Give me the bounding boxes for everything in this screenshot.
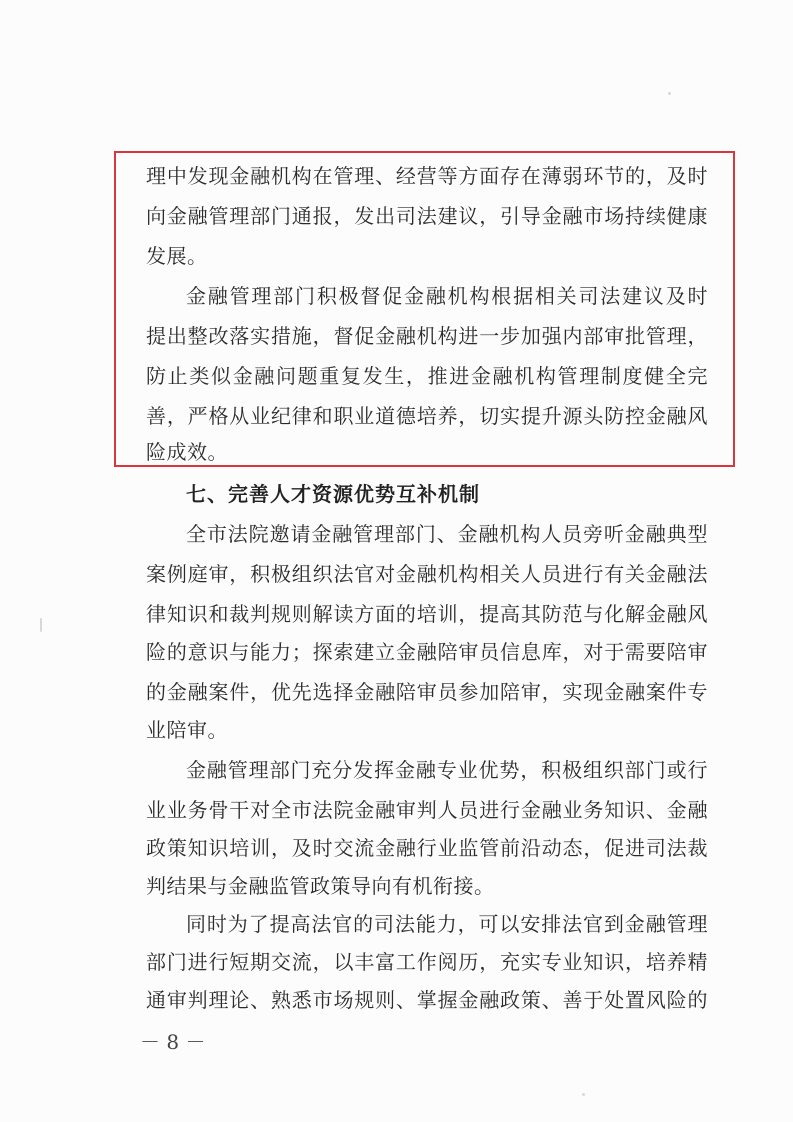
section-heading: 七、完善人才资源优势互补机制	[186, 482, 480, 506]
text-line: 业陪审。	[146, 718, 228, 742]
text-line: 金融管理部门充分发挥金融专业优势，积极组织部门或行	[186, 758, 708, 782]
text-line: 业业务骨干对全市法院金融审判人员进行金融业务知识、金融	[146, 798, 708, 822]
text-line: 防止类似金融问题重复发生，推进金融机构管理制度健全完	[146, 364, 708, 388]
text-line: 案例庭审，积极组织法官对金融机构相关人员进行有关金融法	[146, 562, 708, 586]
text-line: 部门进行短期交流，以丰富工作阅历，充实专业知识，培养精	[146, 950, 708, 974]
text-line: 提出整改落实措施，督促金融机构进一步加强内部审批管理，	[146, 324, 708, 348]
scan-speck	[40, 618, 42, 632]
text-line: 同时为了提高法官的司法能力，可以安排法官到金融管理	[186, 912, 708, 936]
text-line: 律知识和裁判规则解读方面的培训，提高其防范与化解金融风	[146, 602, 708, 626]
text-line: 通审判理论、熟悉市场规则、掌握金融政策、善于处置风险的	[146, 988, 708, 1012]
text-line: 政策知识培训，及时交流金融行业监管前沿动态，促进司法裁	[146, 836, 708, 860]
text-line: 险的意识与能力；探索建立金融陪审员信息库，对于需要陪审	[146, 640, 708, 664]
scan-speck	[668, 92, 671, 95]
text-line: 金融管理部门积极督促金融机构根据相关司法建议及时	[186, 284, 708, 308]
page-number: － 8 －	[140, 1030, 206, 1054]
scan-speck	[582, 1093, 585, 1096]
text-line: 判结果与金融监管政策导向有机衔接。	[146, 874, 495, 898]
text-line: 向金融管理部门通报，发出司法建议，引导金融市场持续健康	[146, 204, 708, 228]
text-line: 善，严格从业纪律和职业道德培养，切实提升源头防控金融风	[146, 404, 708, 428]
text-line: 理中发现金融机构在管理、经营等方面存在薄弱环节的，及时	[146, 164, 708, 188]
text-line: 全市法院邀请金融管理部门、金融机构人员旁听金融典型	[186, 522, 708, 546]
text-line: 的金融案件，优先选择金融陪审员参加陪审，实现金融案件专	[146, 680, 708, 704]
text-line: 险成效。	[146, 440, 228, 464]
text-line: 发展。	[146, 244, 208, 268]
